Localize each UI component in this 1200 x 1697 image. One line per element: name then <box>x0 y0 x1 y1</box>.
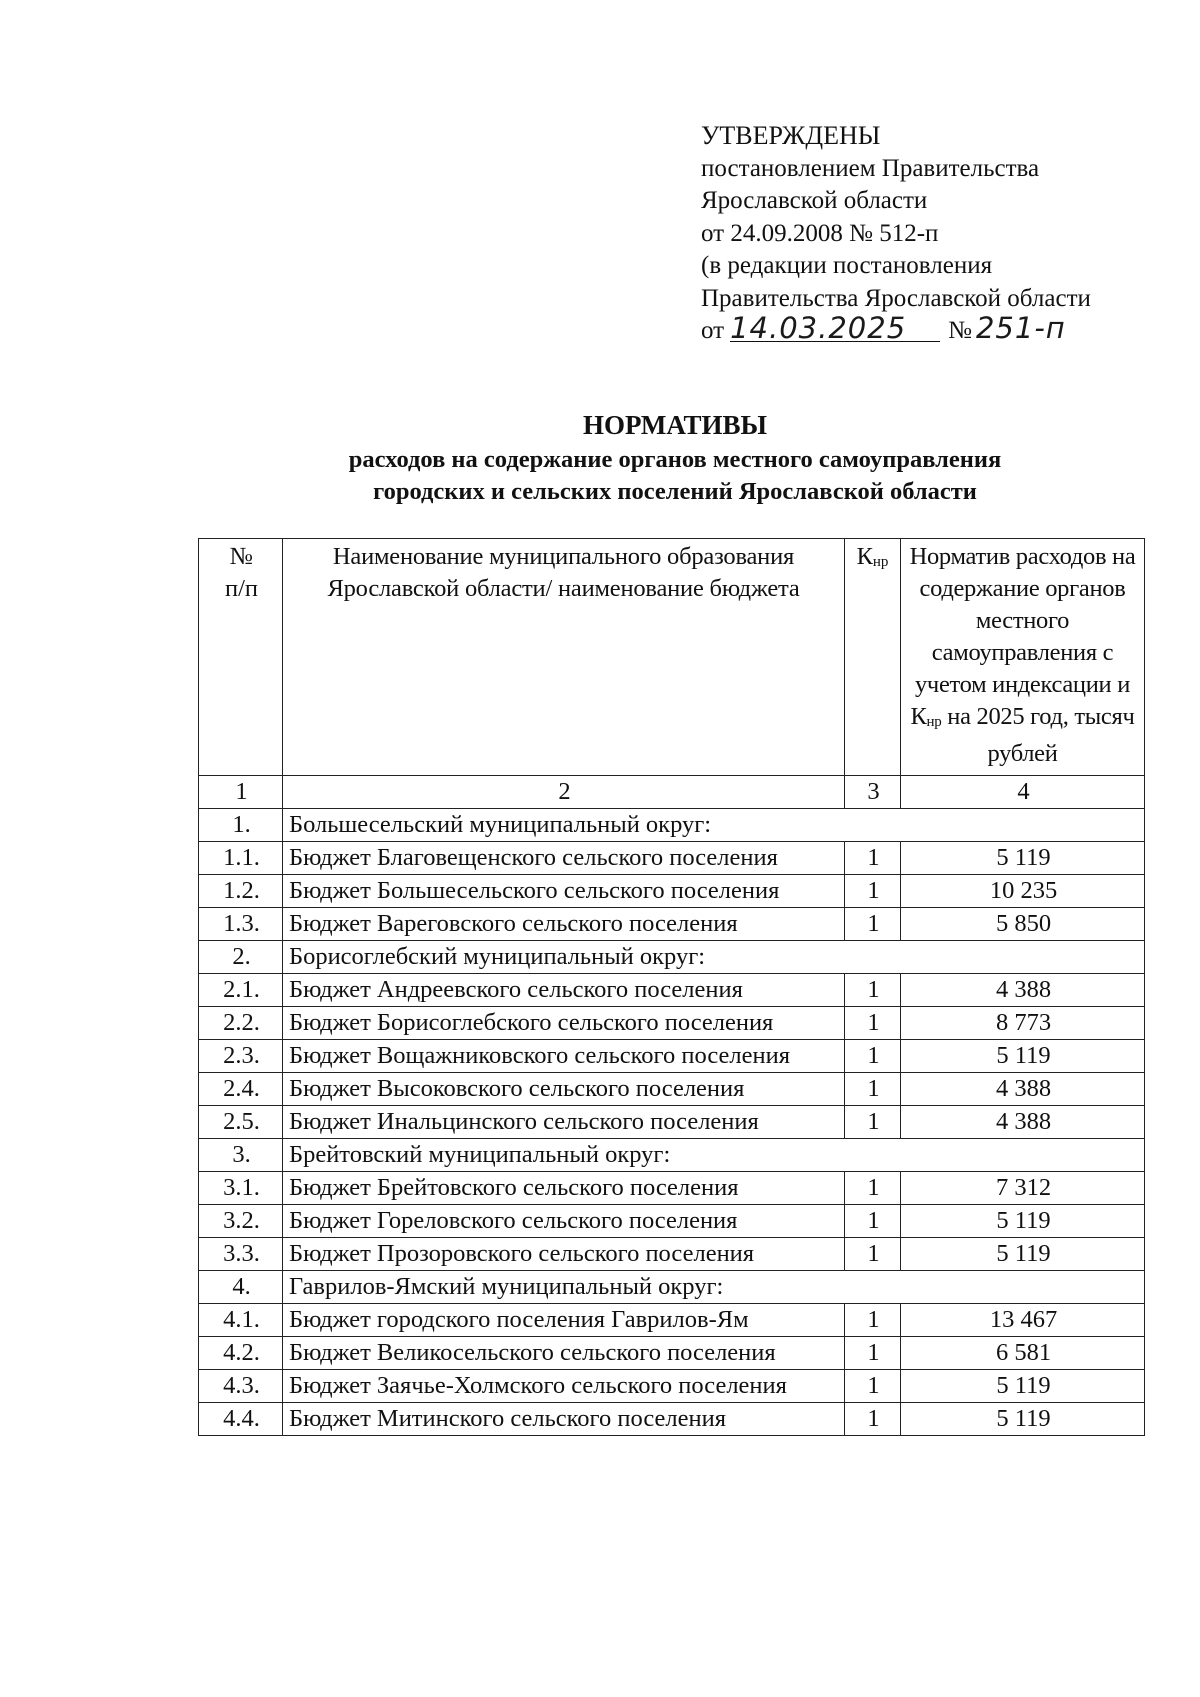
district-name: Большесельский муниципальный округ: <box>283 809 1145 842</box>
approval-block <box>701 120 1171 348</box>
norm-value: 5 119 <box>901 1238 1145 1271</box>
header-num-line-1: № <box>229 543 254 570</box>
row-number: 1.2. <box>199 875 283 908</box>
row-number: 2.3. <box>199 1040 283 1073</box>
budget-name: Бюджет Вареговского сельского поселения <box>283 908 845 941</box>
header-norm-text: Норматив расходов на содержание органов местного самоуправления с учетом индексации и К <box>909 543 1136 730</box>
row-number: 1.3. <box>199 908 283 941</box>
table-row <box>199 974 1145 1007</box>
budget-name: Бюджет городского поселения Гаврилов-Ям <box>283 1304 845 1337</box>
group-row <box>199 941 1145 974</box>
header-norm <box>901 539 1145 776</box>
header-norm-sub: нр <box>926 714 942 730</box>
table-row <box>199 1337 1145 1370</box>
row-number: 4.2. <box>199 1337 283 1370</box>
table-row <box>199 842 1145 875</box>
budget-name: Бюджет Инальцинского сельского поселения <box>283 1106 845 1139</box>
group-row <box>199 809 1145 842</box>
column-index: 3 <box>845 776 901 809</box>
budget-name: Бюджет Брейтовского сельского поселения <box>283 1172 845 1205</box>
table-row <box>199 1073 1145 1106</box>
row-number: 4.1. <box>199 1304 283 1337</box>
group-row <box>199 1271 1145 1304</box>
table-row <box>199 1304 1145 1337</box>
coefficient: 1 <box>845 1403 901 1436</box>
table-row <box>199 1205 1145 1238</box>
table-row <box>199 1106 1145 1139</box>
norm-value: 5 119 <box>901 1040 1145 1073</box>
approval-line: постановлением Правительства <box>701 154 1040 182</box>
header-num <box>199 539 283 776</box>
norm-value: 6 581 <box>901 1337 1145 1370</box>
budget-name: Бюджет Высоковского сельского поселения <box>283 1073 845 1106</box>
budget-name: Бюджет Митинского сельского поселения <box>283 1403 845 1436</box>
coefficient: 1 <box>845 1007 901 1040</box>
budget-name: Бюджет Вощажниковского сельского поселения <box>283 1040 845 1073</box>
coefficient: 1 <box>845 1370 901 1403</box>
coefficient: 1 <box>845 1040 901 1073</box>
coefficient: 1 <box>845 1205 901 1238</box>
handwritten-date: 14.03.2025 <box>730 315 940 342</box>
date-prefix: от <box>701 317 725 344</box>
budget-name: Бюджет Благовещенского сельского поселения <box>283 842 845 875</box>
row-number: 2.1. <box>199 974 283 1007</box>
document-subtitle-line-1: расходов на содержание органов местного самоуправления <box>348 446 1002 473</box>
column-index: 4 <box>901 776 1145 809</box>
header-name: Наименование муниципального образования Ярославской области/ наименование бюджета <box>283 539 845 776</box>
budget-name: Бюджет Андреевского сельского поселения <box>283 974 845 1007</box>
norm-value: 4 388 <box>901 1106 1145 1139</box>
header-norm-tail: на 2025 год, тысяч рублей <box>941 703 1135 767</box>
column-index-row <box>199 776 1145 809</box>
row-number: 3.1. <box>199 1172 283 1205</box>
row-number: 3.3. <box>199 1238 283 1271</box>
budget-name: Бюджет Прозоровского сельского поселения <box>283 1238 845 1271</box>
document-subtitle-line-2: городских и сельских поселений Ярославской области <box>373 478 977 505</box>
norm-value: 5 119 <box>901 842 1145 875</box>
group-row <box>199 1139 1145 1172</box>
district-name: Борисоглебский муниципальный округ: <box>283 941 1145 974</box>
table-row <box>199 1370 1145 1403</box>
table-row <box>199 908 1145 941</box>
row-number: 1.1. <box>199 842 283 875</box>
table-row <box>199 875 1145 908</box>
coefficient: 1 <box>845 842 901 875</box>
header-num-line-2: п/п <box>224 575 259 602</box>
approval-line: Ярославской области <box>701 187 928 214</box>
norm-value: 8 773 <box>901 1007 1145 1040</box>
table-row <box>199 1007 1145 1040</box>
approval-heading: УТВЕРЖДЕНЫ <box>701 121 881 150</box>
budget-name: Бюджет Великосельского сельского поселения <box>283 1337 845 1370</box>
row-number: 4.4. <box>199 1403 283 1436</box>
row-number: 4. <box>199 1271 283 1304</box>
coefficient: 1 <box>845 974 901 1007</box>
document-title: НОРМАТИВЫ <box>582 410 768 440</box>
coefficient: 1 <box>845 1337 901 1370</box>
row-number: 3. <box>199 1139 283 1172</box>
header-row <box>199 539 1145 776</box>
coefficient: 1 <box>845 1304 901 1337</box>
coefficient: 1 <box>845 908 901 941</box>
norm-value: 10 235 <box>901 875 1145 908</box>
approval-line: Правительства Ярославской области <box>701 284 1091 312</box>
norm-value: 13 467 <box>901 1304 1145 1337</box>
row-number: 2. <box>199 941 283 974</box>
handwritten-number: 251-п <box>975 311 1066 345</box>
header-coefficient-base: К <box>856 543 873 570</box>
column-index: 2 <box>283 776 845 809</box>
budget-name: Бюджет Борисоглебского сельского поселения <box>283 1007 845 1040</box>
norm-value: 5 850 <box>901 908 1145 941</box>
number-prefix: № <box>948 317 972 344</box>
row-number: 1. <box>199 809 283 842</box>
norm-value: 7 312 <box>901 1172 1145 1205</box>
row-number: 2.5. <box>199 1106 283 1139</box>
norm-value: 4 388 <box>901 974 1145 1007</box>
district-name: Гаврилов-Ямский муниципальный округ: <box>283 1271 1145 1304</box>
coefficient: 1 <box>845 875 901 908</box>
budget-name: Бюджет Заячье-Холмского сельского поселения <box>283 1370 845 1403</box>
row-number: 2.4. <box>199 1073 283 1106</box>
budget-name: Бюджет Гореловского сельского поселения <box>283 1205 845 1238</box>
coefficient: 1 <box>845 1238 901 1271</box>
column-index: 1 <box>199 776 283 809</box>
norm-value: 5 119 <box>901 1370 1145 1403</box>
coefficient: 1 <box>845 1172 901 1205</box>
table-row <box>199 1403 1145 1436</box>
coefficient: 1 <box>845 1106 901 1139</box>
approval-line: от 24.09.2008 № 512-п <box>701 219 939 247</box>
table-row <box>199 1238 1145 1271</box>
header-coefficient-sub: нр <box>872 554 889 570</box>
approval-line: (в редакции постановления <box>701 252 993 279</box>
budget-name: Бюджет Большесельского сельского поселения <box>283 875 845 908</box>
row-number: 4.3. <box>199 1370 283 1403</box>
table-row <box>199 1172 1145 1205</box>
norms-table-body <box>199 539 1145 1436</box>
norm-value: 5 119 <box>901 1205 1145 1238</box>
norm-value: 4 388 <box>901 1073 1145 1106</box>
row-number: 3.2. <box>199 1205 283 1238</box>
row-number: 2.2. <box>199 1007 283 1040</box>
table-row <box>199 1040 1145 1073</box>
approval-date-line <box>701 311 1171 348</box>
norm-value: 5 119 <box>901 1403 1145 1436</box>
district-name: Брейтовский муниципальный округ: <box>283 1139 1145 1172</box>
norms-table <box>198 538 1145 1436</box>
coefficient: 1 <box>845 1073 901 1106</box>
header-coefficient <box>845 539 901 776</box>
